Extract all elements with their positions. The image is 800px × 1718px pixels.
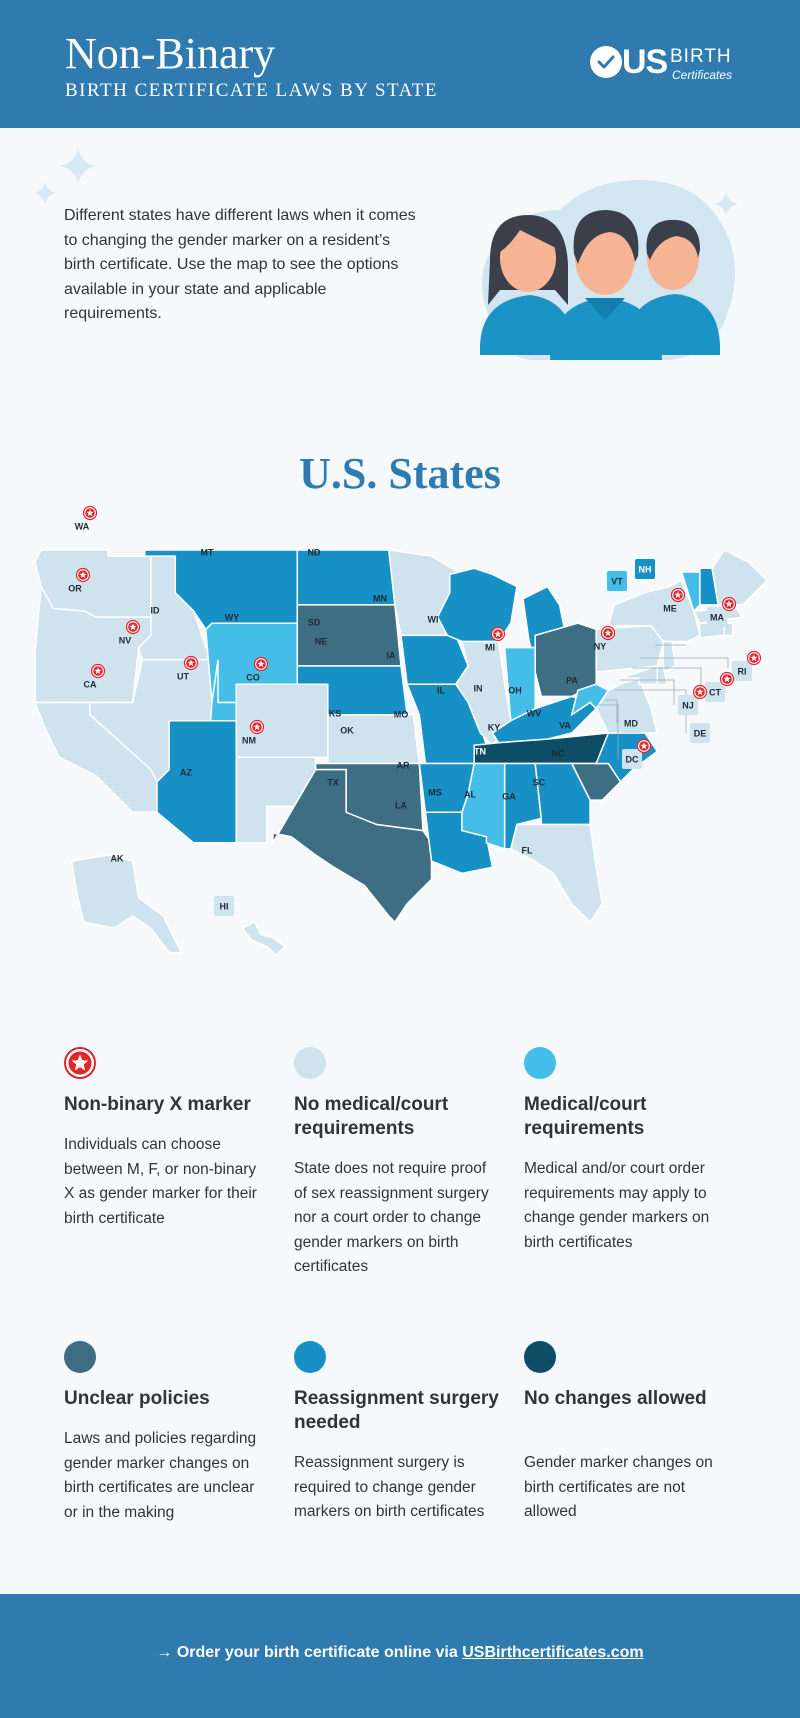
x-marker-star-icon	[721, 673, 734, 686]
state-label-mn: MN	[373, 593, 387, 604]
circle-icon	[294, 1341, 326, 1373]
x-marker-star-icon	[92, 665, 105, 678]
state-sd[interactable]	[297, 605, 401, 666]
page-title: Non-Binary	[65, 29, 276, 78]
state-label-ct: CT	[709, 687, 721, 698]
state-label-wi: WI	[427, 614, 439, 625]
state-label-nd: ND	[307, 547, 321, 558]
website-link[interactable]: USBirthcertificates.com	[462, 1644, 644, 1661]
state-label-mi: MI	[485, 642, 495, 653]
legend-title: Medical/court requirements	[524, 1094, 647, 1139]
legend-title: No medical/court requirements	[294, 1094, 449, 1139]
state-label-ny: NY	[593, 641, 607, 652]
state-label-ms: MS	[428, 787, 442, 798]
state-label-ca: CA	[83, 679, 97, 690]
footer-banner	[0, 1594, 800, 1718]
logo-certificates-text: Certificates	[672, 68, 733, 82]
state-label-in: IN	[473, 683, 483, 694]
x-marker-star-icon	[723, 598, 736, 611]
state-label-fl: FL	[521, 845, 533, 856]
arrow-right-icon: →	[156, 1644, 173, 1661]
state-label-wy: WY	[224, 612, 240, 623]
state-label-ne: NE	[314, 636, 328, 647]
logo-us-text: US	[622, 43, 668, 81]
header-banner	[0, 0, 800, 128]
x-marker-star-icon	[84, 507, 97, 520]
legend-description: Gender marker changes on birth certificates are not allowed	[524, 1454, 713, 1520]
legend-description: Medical and/or court order requirements may apply to change gender markers on birth certificates	[524, 1160, 710, 1251]
state-az[interactable]	[157, 721, 236, 843]
state-nj[interactable]	[663, 642, 675, 673]
state-label-nh: NH	[638, 564, 652, 575]
circle-icon	[294, 1047, 326, 1079]
state-co[interactable]	[236, 684, 327, 757]
star-badge-icon	[64, 1047, 96, 1079]
state-label-ia: IA	[386, 650, 396, 661]
state-label-ak: AK	[110, 853, 124, 864]
state-label-me: ME	[663, 603, 677, 614]
state-label-ok: OK	[340, 725, 354, 736]
checkmark-icon	[590, 46, 622, 78]
state-fl[interactable]	[511, 825, 603, 923]
intro-text: Different states have different laws when it comes to changing the gender marker on a resident’s birth certificate. Use the map to see the options available in your state and applicable requirements.	[64, 207, 416, 322]
state-label-id: ID	[150, 605, 160, 616]
footer-cta	[0, 1644, 800, 1662]
state-label-az: AZ	[180, 767, 192, 778]
x-marker-star-icon	[638, 740, 651, 753]
x-marker-star-icon	[602, 627, 615, 640]
state-ia[interactable]	[401, 635, 468, 684]
state-label-sc: SC	[532, 777, 546, 788]
legend-description: Individuals can choose between M, F, or non-binary X as gender marker for their birth certificate	[64, 1136, 257, 1227]
x-marker-star-icon	[251, 721, 264, 734]
state-label-vt: VT	[611, 576, 623, 587]
state-label-va: VA	[559, 720, 571, 731]
x-marker-star-icon	[185, 657, 198, 670]
state-label-nm: NM	[242, 735, 256, 746]
legend-description: State does not require proof of sex reassignment surgery nor a court order to change gender markers on birth certificates	[294, 1160, 489, 1275]
x-marker-star-icon	[694, 686, 707, 699]
state-label-ri: RI	[737, 666, 747, 677]
circle-icon	[64, 1341, 96, 1373]
state-label-pa: PA	[566, 675, 578, 686]
state-label-sd: SD	[307, 617, 321, 628]
us-map	[30, 521, 770, 925]
legend-title: No changes allowed	[524, 1388, 707, 1409]
x-marker-star-icon	[127, 621, 140, 634]
state-label-al: AL	[464, 789, 476, 800]
state-label-md: MD	[624, 718, 638, 729]
legend-description: Reassignment surgery is required to change gender markers on birth certificates	[294, 1454, 485, 1520]
page-subtitle: BIRTH CERTIFICATE LAWS BY STATE	[65, 80, 438, 101]
legend-title: Reassignment surgery needed	[294, 1388, 499, 1433]
state-label-ma: MA	[710, 612, 724, 623]
brand-logo[interactable]	[590, 44, 740, 84]
state-label-nj: NJ	[682, 700, 694, 711]
state-label-mt: MT	[200, 547, 214, 558]
state-shapes	[35, 547, 767, 955]
map-title: U.S. States	[299, 449, 501, 498]
state-label-hi: HI	[219, 901, 229, 912]
state-label-ar: AR	[396, 760, 410, 771]
state-me[interactable]	[712, 550, 767, 605]
state-label-ky: KY	[487, 722, 501, 733]
state-ks[interactable]	[328, 715, 420, 764]
state-label-nv: NV	[118, 635, 132, 646]
state-label-tx: TX	[327, 777, 339, 788]
footer-text: Order your birth certificate online via	[176, 1644, 458, 1661]
state-label-or: OR	[68, 583, 82, 594]
state-hi[interactable]	[242, 922, 285, 955]
state-label-wv: WV	[526, 708, 542, 719]
state-label-il: IL	[437, 685, 445, 696]
state-label-tn: TN	[474, 746, 486, 757]
legend-title: Non-binary X marker	[64, 1094, 251, 1115]
state-ak[interactable]	[72, 855, 182, 953]
legend-description: Laws and policies regarding gender marker changes on birth certificates are unclear or in the making	[64, 1430, 257, 1521]
x-marker-star-icon	[77, 569, 90, 582]
state-label-mo: MO	[393, 709, 409, 720]
circle-icon	[524, 1341, 556, 1373]
state-label-nc: NC	[551, 748, 565, 759]
state-label-wa: WA	[74, 521, 90, 532]
state-label-co: CO	[246, 672, 260, 683]
state-label-ut: UT	[177, 671, 189, 682]
logo-birth-text: BIRTH	[670, 46, 732, 67]
state-label-de: DE	[693, 728, 707, 739]
circle-icon	[524, 1047, 556, 1079]
state-label-la: LA	[395, 800, 407, 811]
sparkle-icon	[28, 146, 103, 208]
state-label-oh: OH	[508, 685, 522, 696]
x-marker-star-icon	[672, 589, 685, 602]
state-label-dc: DC	[625, 754, 639, 765]
state-label-ga: GA	[502, 791, 516, 802]
state-wi[interactable]	[438, 568, 517, 641]
people-illustration	[470, 170, 740, 370]
legend-title: Unclear policies	[64, 1388, 210, 1409]
x-marker-star-icon	[255, 658, 268, 671]
x-marker-star-icon	[492, 628, 505, 641]
x-marker-star-icon	[748, 652, 761, 665]
state-label-ks: KS	[328, 708, 342, 719]
